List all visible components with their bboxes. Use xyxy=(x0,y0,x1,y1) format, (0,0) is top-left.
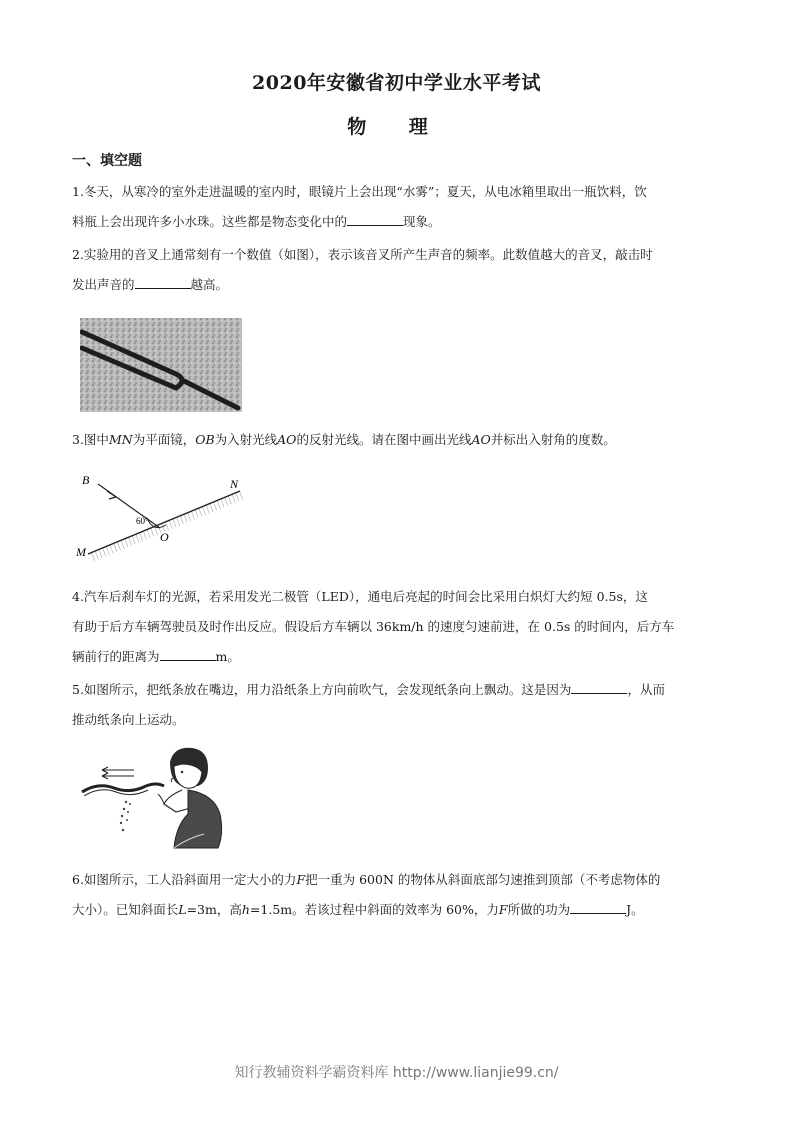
question-2 xyxy=(72,240,726,300)
q5-line-2: 推动纸条向上运动。 xyxy=(72,712,185,727)
q6-line-2: 大小）。已知斜面长L=3m，高h=1.5m。若该过程中斜面的效率为 60%，力F所做的功为 J。 xyxy=(72,895,726,925)
q3-line-1: 3.图中MN为平面镜，OB为入射光线AO的反射光线。请在图中画出光线AO并标出入射角的度数。 xyxy=(72,432,616,447)
exam-title: 2020年安徽省初中学业水平考试 xyxy=(252,72,541,94)
q4-line-2: 有助于后方车辆驾驶员及时作出反应。假设后方车辆以 36km/h 的速度匀速前进，在 0.5s 的时间内，后方车 xyxy=(72,619,675,634)
question-3 xyxy=(72,425,726,455)
label-n: N xyxy=(230,477,239,491)
answer-blank[interactable] xyxy=(135,274,191,289)
blowing-paper-illustration xyxy=(78,742,228,852)
mirror-diagram xyxy=(74,470,246,562)
question-5 xyxy=(72,675,726,735)
label-m: M xyxy=(76,545,86,559)
q4-line-3: 辆前行的距离为 m。 xyxy=(72,642,726,672)
label-o: O xyxy=(160,530,169,544)
label-b: B xyxy=(82,473,90,487)
q1-line-2: 料瓶上会出现许多小水珠。这些都是物态变化中的 现象。 xyxy=(72,207,726,237)
section-heading: 一、填空题 xyxy=(72,153,142,169)
tuning-fork-image xyxy=(80,318,242,412)
answer-blank[interactable] xyxy=(571,679,627,694)
q1-line-1: 1.冬天，从寒冷的室外走进温暖的室内时，眼镜片上会出现“水雾”；夏天，从电冰箱里取出一瓶饮料，饮 xyxy=(72,184,647,199)
paper-dots xyxy=(120,801,131,831)
q2-line-2: 发出声音的 越高。 xyxy=(72,270,726,300)
answer-blank[interactable] xyxy=(347,211,403,226)
question-4 xyxy=(72,582,726,672)
angle-label: 60° xyxy=(136,516,149,526)
boy-figure xyxy=(158,748,222,848)
q5-line-1: 5.如图所示，把纸条放在嘴边，用力沿纸条上方向前吹气，会发现纸条向上飘动。这是因为 ，从而 xyxy=(72,675,726,705)
question-6 xyxy=(72,865,726,925)
q2-line-1: 2.实验用的音叉上通常刻有一个数值（如图），表示该音叉所产生声音的频率。此数值越大的音叉，敲击时 xyxy=(72,247,653,262)
answer-blank[interactable] xyxy=(160,646,216,661)
q6-line-1: 6.如图所示，工人沿斜面用一定大小的力F把一重为 600N 的物体从斜面底部匀速推到顶部（不考虑物体的 xyxy=(72,872,661,887)
subject-title: 物 理 xyxy=(347,116,446,138)
footer-watermark: 知行教辅资料学霸资料库 http://www.lianjie99.cn/ xyxy=(234,1065,559,1081)
mirror-hatching xyxy=(88,491,244,562)
answer-blank[interactable] xyxy=(570,899,626,914)
question-1 xyxy=(72,177,726,237)
mirror-line xyxy=(88,491,240,554)
ray-arrow-icon xyxy=(107,491,116,499)
q4-line-1: 4.汽车后刹车灯的光源，若采用发光二极管（LED），通电后亮起的时间会比采用白炽灯大约短 0.5s，这 xyxy=(72,589,648,604)
